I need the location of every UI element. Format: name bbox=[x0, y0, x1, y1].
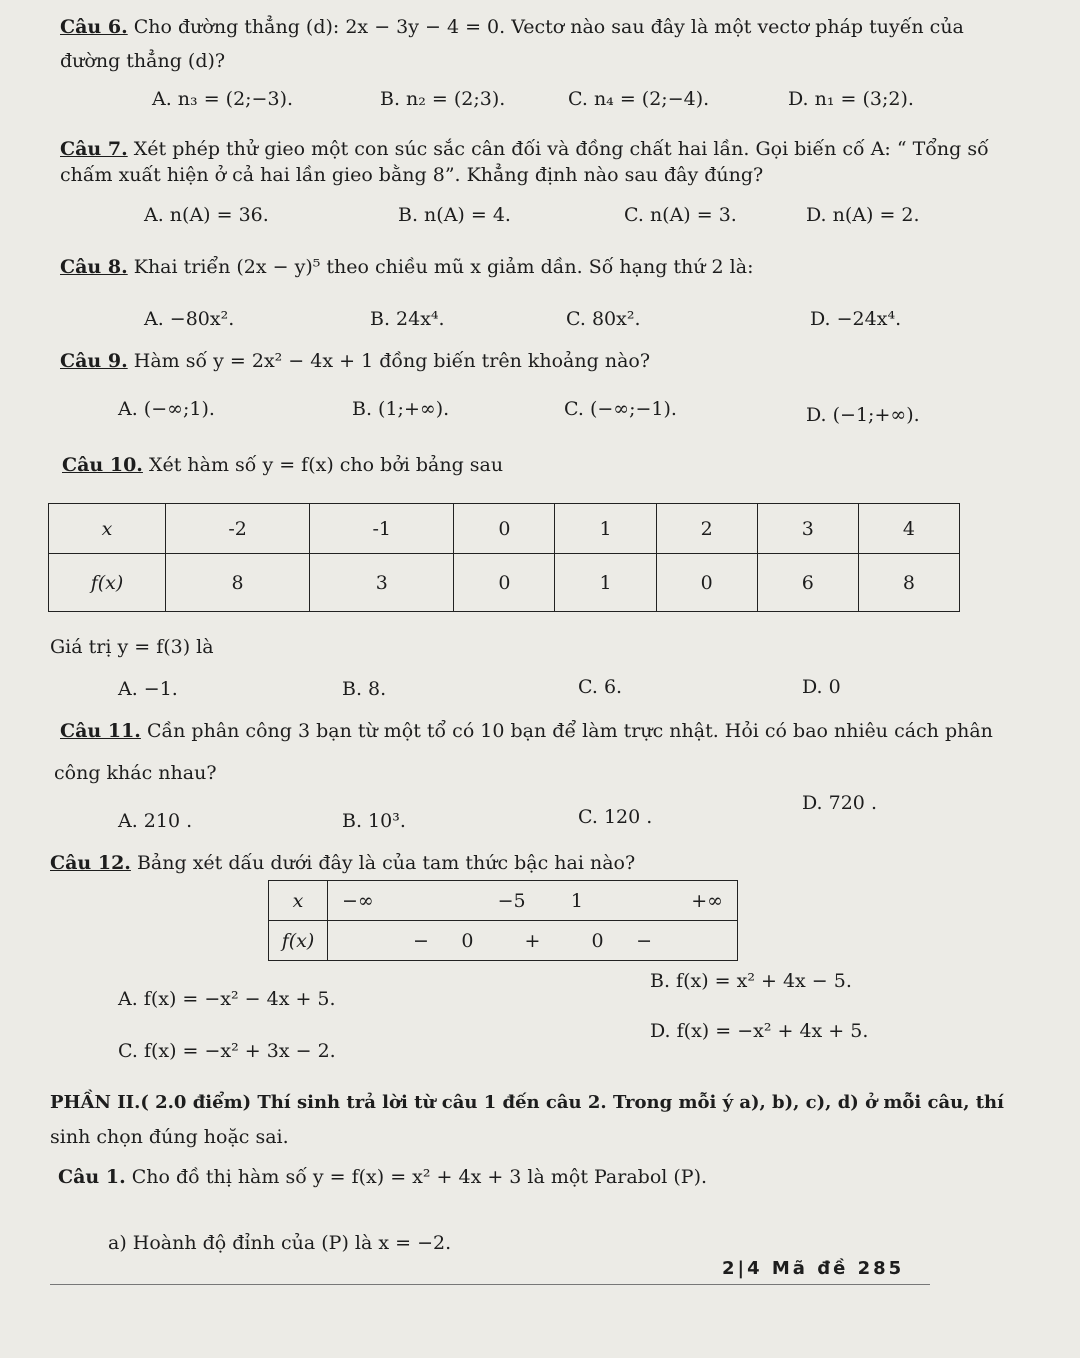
q10-table-row-x bbox=[49, 504, 960, 554]
q7-line1 bbox=[60, 138, 989, 160]
q8-option-a: A. −80x². bbox=[144, 308, 235, 330]
q12-label: Câu 12. bbox=[50, 852, 131, 874]
q12-option-b: B. f(x) = x² + 4x − 5. bbox=[650, 970, 852, 992]
q7-option-b: B. n(A) = 4. bbox=[398, 204, 511, 226]
q10-cell: 0 bbox=[454, 504, 555, 554]
q7-text-1: Xét phép thử gieo một con súc sắc cân đối và đồng chất hai lần. Gọi biến cố A: “ Tổng số bbox=[133, 138, 989, 160]
q12-cell: −∞ bbox=[328, 881, 468, 921]
q11-option-c: C. 120 . bbox=[578, 806, 653, 828]
q10-cell: 3 bbox=[757, 504, 858, 554]
q10-cell: 4 bbox=[858, 504, 959, 554]
q6-text-2: đường thẳng (d)? bbox=[60, 50, 226, 72]
q6-label: Câu 6. bbox=[60, 16, 128, 38]
q12-cell: f(x) bbox=[269, 921, 328, 961]
part2-heading-2: sinh chọn đúng hoặc sai. bbox=[50, 1126, 289, 1148]
q10-cell: 8 bbox=[858, 554, 959, 612]
q7-text-2: chấm xuất hiện ở cả hai lần gieo bằng 8”. Khẳng định nào sau đây đúng? bbox=[60, 164, 764, 186]
q7-option-d: D. n(A) = 2. bbox=[806, 204, 920, 226]
q12-cell: 0 bbox=[439, 921, 496, 961]
q10-value-table bbox=[48, 503, 960, 612]
q12-cell: + bbox=[496, 921, 569, 961]
q8-text: Khai triển (2x − y)⁵ theo chiều mũ x giảm dần. Số hạng thứ 2 là: bbox=[133, 256, 754, 278]
q10-cell: 1 bbox=[555, 554, 656, 612]
q10-cell: 6 bbox=[757, 554, 858, 612]
q10-cell: 0 bbox=[454, 554, 555, 612]
q10-cell: 3 bbox=[310, 554, 454, 612]
q7-option-a: A. n(A) = 36. bbox=[144, 204, 269, 226]
q10-cell: 1 bbox=[555, 504, 656, 554]
q9-line bbox=[60, 350, 650, 372]
q10-option-c: C. 6. bbox=[578, 676, 623, 698]
q7-option-c: C. n(A) = 3. bbox=[624, 204, 737, 226]
q10-table-row-fx bbox=[49, 554, 960, 612]
q12-option-d: D. f(x) = −x² + 4x + 5. bbox=[650, 1020, 869, 1042]
q11-option-d: D. 720 . bbox=[802, 792, 877, 814]
q10-label: Câu 10. bbox=[62, 454, 143, 476]
q12-sign-row-x bbox=[269, 881, 738, 921]
q11-option-a: A. 210 . bbox=[118, 810, 193, 832]
part2-heading-text: PHẦN II.( 2.0 điểm) Thí sinh trả lời từ câu 1 đến câu 2. Trong mỗi ý a), b), c), d) ở mỗi câu, thí bbox=[50, 1092, 1004, 1113]
q12-sign-table-fx bbox=[268, 920, 738, 961]
q11-text-2: công khác nhau? bbox=[54, 762, 217, 784]
q12-cell: +∞ bbox=[598, 881, 738, 921]
q11-text-1: Cần phân công 3 bạn từ một tổ có 10 bạn để làm trực nhật. Hỏi có bao nhiêu cách phân bbox=[146, 720, 993, 742]
q12-cell: − bbox=[626, 921, 737, 961]
q12-cell: − bbox=[328, 921, 439, 961]
q10-option-b: B. 8. bbox=[342, 678, 387, 700]
q9-text: Hàm số y = 2x² − 4x + 1 đồng biến trên khoảng nào? bbox=[133, 350, 651, 372]
q6-option-d: D. n₁ = (3;2). bbox=[788, 88, 914, 110]
q12-line bbox=[50, 852, 635, 874]
q6-option-c: C. n₄ = (2;−4). bbox=[568, 88, 710, 110]
q10-cell: 8 bbox=[166, 554, 310, 612]
q10-cell: x bbox=[49, 504, 166, 554]
q6-option-b: B. n₂ = (2;3). bbox=[380, 88, 506, 110]
q9-option-c: C. (−∞;−1). bbox=[564, 398, 677, 420]
q8-line bbox=[60, 256, 753, 278]
q9-option-d: D. (−1;+∞). bbox=[806, 404, 920, 426]
q10-line bbox=[62, 454, 503, 476]
part2-q1a: a) Hoành độ đỉnh của (P) là x = −2. bbox=[108, 1232, 452, 1254]
q10-after: Giá trị y = f(3) là bbox=[50, 636, 214, 658]
q11-label: Câu 11. bbox=[60, 720, 141, 742]
q8-option-d: D. −24x⁴. bbox=[810, 308, 902, 330]
part2-q1-line bbox=[58, 1166, 707, 1188]
q10-option-d: D. 0 bbox=[802, 676, 841, 698]
q12-option-a: A. f(x) = −x² − 4x + 5. bbox=[118, 988, 336, 1010]
part2-heading-1 bbox=[50, 1092, 1004, 1113]
q12-option-c: C. f(x) = −x² + 3x − 2. bbox=[118, 1040, 336, 1062]
q10-cell: -1 bbox=[310, 504, 454, 554]
q9-option-a: A. (−∞;1). bbox=[118, 398, 215, 420]
q11-option-b: B. 10³. bbox=[342, 810, 406, 832]
q10-cell: -2 bbox=[166, 504, 310, 554]
q6-line1 bbox=[60, 16, 964, 38]
q10-cell: 2 bbox=[656, 504, 757, 554]
q7-label: Câu 7. bbox=[60, 138, 128, 160]
footer-divider bbox=[50, 1284, 930, 1285]
q9-option-b: B. (1;+∞). bbox=[352, 398, 450, 420]
q12-sign-table bbox=[268, 880, 738, 921]
q10-cell: 0 bbox=[656, 554, 757, 612]
part2-q1-text: Cho đồ thị hàm số y = f(x) = x² + 4x + 3 là một Parabol (P). bbox=[131, 1166, 708, 1188]
q10-cell: f(x) bbox=[49, 554, 166, 612]
q11-line1 bbox=[60, 720, 993, 742]
q6-option-a: A. n₃ = (2;−3). bbox=[152, 88, 294, 110]
q12-cell: 1 bbox=[556, 881, 598, 921]
page-footer: 2|4 Mã đề 285 bbox=[722, 1258, 905, 1279]
q8-option-b: B. 24x⁴. bbox=[370, 308, 445, 330]
q12-cell: −5 bbox=[467, 881, 556, 921]
q6-text-1: Cho đường thẳng (d): 2x − 3y − 4 = 0. Vectơ nào sau đây là một vectơ pháp tuyến của bbox=[133, 16, 964, 38]
q10-text: Xét hàm số y = f(x) cho bởi bảng sau bbox=[148, 454, 504, 476]
q9-label: Câu 9. bbox=[60, 350, 128, 372]
q8-label: Câu 8. bbox=[60, 256, 128, 278]
q8-option-c: C. 80x². bbox=[566, 308, 641, 330]
q12-text: Bảng xét dấu dưới đây là của tam thức bậc hai nào? bbox=[136, 852, 636, 874]
q12-cell: 0 bbox=[569, 921, 626, 961]
q10-option-a: A. −1. bbox=[118, 678, 178, 700]
q12-cell: x bbox=[269, 881, 328, 921]
part2-q1-label: Câu 1. bbox=[58, 1166, 126, 1188]
q12-sign-row-fx bbox=[269, 921, 738, 961]
